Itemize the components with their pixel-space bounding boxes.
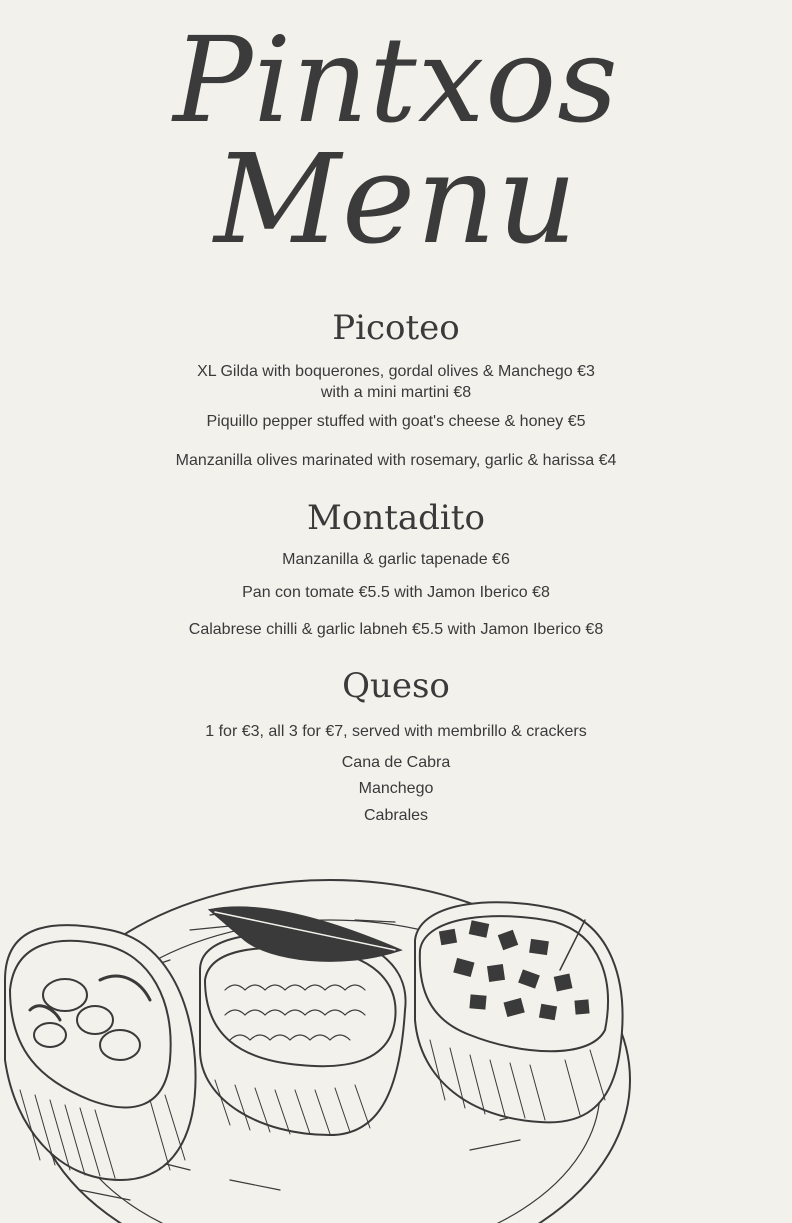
bruschetta-left	[5, 925, 196, 1180]
bruschetta-right	[415, 902, 623, 1122]
menu-item: XL Gilda with boquerones, gordal olives & Manchego €3	[197, 363, 595, 380]
section-heading-picoteo: Picoteo	[332, 308, 460, 348]
menu-item: Calabrese chilli & garlic labneh €5.5 with Jamon Iberico €8	[188, 621, 604, 638]
menu-item: Cabrales	[363, 807, 429, 824]
section-heading-montadito: Montadito	[307, 498, 485, 538]
menu-item: Manzanilla olives marinated with rosemary, garlic & harissa €4	[175, 452, 617, 469]
menu-item: Pan con tomate €5.5 with Jamon Iberico €8	[242, 584, 550, 601]
bruschetta-middle	[200, 907, 406, 1135]
menu-item: Piquillo pepper stuffed with goat's cheese & honey €5	[206, 413, 586, 430]
menu-title-line2: Menu	[213, 128, 579, 272]
menu-item: with a mini martini €8	[320, 384, 472, 401]
menu-title-line1: Pintxos	[173, 11, 619, 149]
menu-item: 1 for €3, all 3 for €7, served with membrillo & crackers	[205, 723, 587, 740]
menu-item: Manchego	[358, 780, 434, 797]
section-heading-queso: Queso	[342, 666, 450, 706]
menu-item: Manzanilla & garlic tapenade €6	[282, 551, 510, 568]
bruschetta-plate-illustration	[0, 860, 792, 1223]
menu-item: Cana de Cabra	[341, 754, 451, 771]
